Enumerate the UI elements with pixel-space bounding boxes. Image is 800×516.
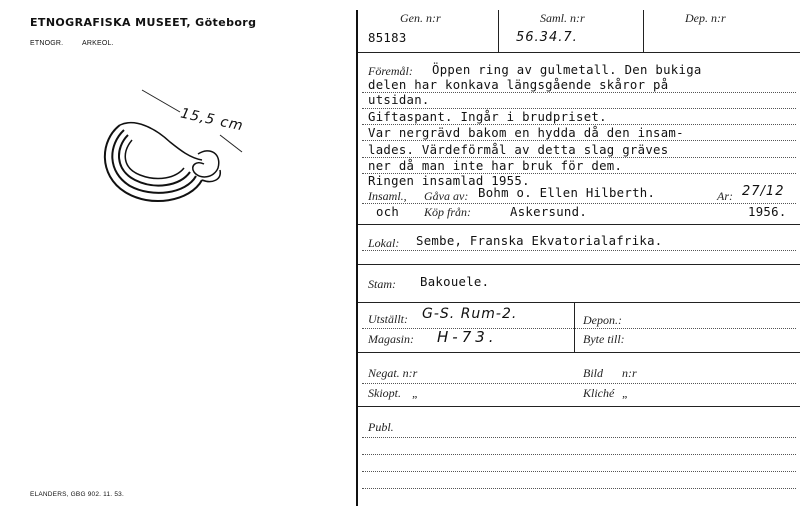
- ar-label: Ar:: [717, 189, 733, 203]
- row-rule: [358, 52, 800, 53]
- rule-1: [362, 92, 796, 93]
- foremal-label: Föremål:: [368, 64, 413, 78]
- och-text: och: [376, 205, 400, 219]
- dept-arkeol: ARKEOL.: [82, 40, 114, 47]
- rule-11: [362, 437, 796, 438]
- magasin-label: Magasin:: [368, 332, 414, 346]
- rule-7: [362, 203, 796, 204]
- foremal-line-5: Var nergrävd bakom en hydda då den insam-: [368, 126, 684, 140]
- gen-nr-label: Gen. n:r: [400, 11, 441, 25]
- rule-4: [362, 140, 796, 141]
- ar-date: 27/12: [742, 184, 785, 199]
- lokal-label: Lokal:: [368, 236, 400, 250]
- museum-city: Göteborg: [195, 16, 257, 29]
- dep-nr-label: Dep. n:r: [685, 11, 726, 25]
- kop-value: Askersund.: [510, 205, 588, 219]
- rule-6: [362, 173, 796, 174]
- gen-nr-value: 85183: [368, 31, 407, 45]
- printer-imprint: ELANDERS, GBG 902. 11. 53.: [30, 491, 124, 498]
- gava-value: Bohm o. Ellen Hilberth.: [478, 186, 656, 200]
- section-rule-1: [358, 224, 800, 225]
- rule-14: [362, 488, 796, 489]
- bild-nr: n:r: [622, 366, 637, 380]
- kliche-label: Kliché: [583, 386, 615, 400]
- saml-nr-label: Saml. n:r: [540, 11, 585, 25]
- utstallt-value: G-S. Rum-2.: [422, 306, 518, 322]
- measurement-note: 15,5 cm: [179, 105, 245, 135]
- rule-5: [362, 157, 796, 158]
- foremal-line-6: lades. Värdeförmål av detta slag gräves: [368, 143, 669, 157]
- byte-label: Byte till:: [583, 332, 625, 346]
- skiopt-ditto: „: [412, 386, 419, 400]
- section-rule-3: [358, 302, 800, 303]
- section-rule-4: [358, 352, 800, 353]
- foremal-line-2: delen har konkava längsgående skåror på: [368, 78, 669, 92]
- rule-12: [362, 454, 796, 455]
- rule-9: [362, 328, 796, 329]
- rule-10: [362, 383, 796, 384]
- foremal-line-8: Ringen insamlad 1955.: [368, 174, 530, 188]
- rule-2: [362, 108, 796, 109]
- section-rule-5: [358, 406, 800, 407]
- museum-name: [30, 16, 256, 29]
- card-divider: [356, 10, 358, 506]
- kliche-ditto: „: [622, 386, 629, 400]
- foremal-line-1: Öppen ring av gulmetall. Den bukiga: [432, 63, 702, 77]
- kop-label: Köp från:: [424, 205, 472, 219]
- insaml-label: Insaml.,: [368, 189, 407, 203]
- museum-title: ETNOGRAFISKA MUSEET,: [30, 16, 191, 29]
- depon-label: Depon.:: [583, 313, 622, 327]
- skiopt-label: Skiopt.: [368, 386, 401, 400]
- foremal-line-7: ner då man inte har bruk för dem.: [368, 159, 623, 173]
- negat-label: Negat. n:r: [368, 366, 418, 380]
- stam-value: Bakouele.: [420, 275, 490, 289]
- dept-etnogr: ETNOGR.: [30, 40, 64, 47]
- gava-label: Gåva av:: [424, 189, 469, 203]
- rule-13: [362, 471, 796, 472]
- storage-sep: [574, 302, 575, 352]
- rule-3: [362, 124, 796, 125]
- stam-label: Stam:: [368, 277, 396, 291]
- foremal-line-3: utsidan.: [368, 93, 430, 107]
- publ-label: Publ.: [368, 420, 394, 434]
- lokal-value: Sembe, Franska Ekvatorialafrika.: [416, 234, 663, 248]
- bild-label: Bild: [583, 366, 603, 380]
- rule-8: [362, 250, 796, 251]
- utstallt-label: Utställt:: [368, 312, 409, 326]
- ar-year: 1956.: [748, 205, 787, 219]
- foremal-line-4: Giftaspant. Ingår i brudpriset.: [368, 110, 607, 124]
- section-rule-2: [358, 264, 800, 265]
- ring-sketch: [80, 80, 260, 220]
- magasin-value: H-73.: [437, 328, 498, 346]
- saml-nr-value: 56.34.7.: [516, 30, 578, 45]
- num-sep-1: [498, 10, 499, 52]
- num-sep-2: [643, 10, 644, 52]
